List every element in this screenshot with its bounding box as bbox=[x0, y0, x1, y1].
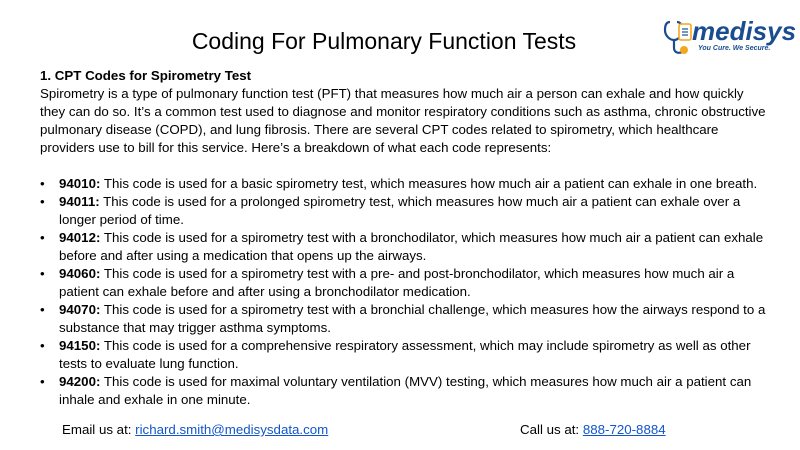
email-label: Email us at: bbox=[62, 422, 136, 437]
cpt-code: 94070: bbox=[59, 302, 101, 317]
cpt-code-description: This code is used for a basic spirometry test, which measures how much air a patient can exhale in one breath. bbox=[100, 176, 758, 191]
cpt-code: 94010: bbox=[59, 176, 101, 191]
logo-wordmark: medisys bbox=[692, 16, 797, 46]
logo-tagline: You Cure. We Secure. bbox=[698, 45, 771, 52]
stethoscope-icon bbox=[662, 18, 696, 58]
cpt-code-description: This code is used for maximal voluntary ventilation (MVV) testing, which measures how much air a patient can inhale and exhale in one minute. bbox=[59, 374, 752, 407]
cpt-code: 94060: bbox=[59, 266, 101, 281]
section-heading: 1. CPT Codes for Spirometry Test bbox=[40, 68, 252, 83]
list-item bbox=[59, 193, 770, 229]
medisys-logo bbox=[662, 16, 797, 58]
cpt-code: 94150: bbox=[59, 338, 101, 353]
email-link[interactable]: richard.smith@medisysdata.com bbox=[135, 422, 329, 437]
cpt-code-description: This code is used for a prolonged spirometry test, which measures how much air a patient can exhale over a longer period of time. bbox=[59, 194, 741, 227]
list-item bbox=[59, 373, 770, 409]
slide-content bbox=[40, 67, 770, 409]
cpt-code: 94200: bbox=[59, 374, 101, 389]
list-item bbox=[59, 265, 770, 301]
cpt-code-list bbox=[40, 175, 770, 409]
footer-phone bbox=[520, 421, 672, 439]
slide-title: Coding For Pulmonary Function Tests bbox=[191, 28, 577, 54]
intro-paragraph: Spirometry is a type of pulmonary function test (PFT) that measures how much air a person can exhale and how quickly they can do so. It’s a common test used to diagnose and monitor respiratory conditions such as asthma, chronic obstructive pulmonary disease (COPD), and lung fibrosis. There are several CPT codes related to spirometry, which healthcare providers use to bill for this service. Here’s a breakdown of what each code represents: bbox=[40, 86, 766, 155]
phone-label: Call us at: bbox=[520, 422, 583, 437]
cpt-code-description: This code is used for a comprehensive respiratory assessment, which may include spirometry as well as other tests to evaluate lung function. bbox=[59, 338, 751, 371]
cpt-code: 94011: bbox=[59, 194, 100, 209]
list-item bbox=[59, 175, 770, 193]
cpt-code: 94012: bbox=[59, 230, 101, 245]
list-item bbox=[59, 229, 770, 265]
list-item bbox=[59, 337, 770, 373]
phone-link[interactable]: 888-720-8884 bbox=[582, 422, 666, 437]
cpt-code-description: This code is used for a spirometry test with a bronchial challenge, which measures how the airways respond to a substance that may trigger asthma symptoms. bbox=[59, 302, 766, 335]
cpt-code-description: This code is used for a spirometry test with a pre- and post-bronchodilator, which measures how much air a patient can exhale before and after using a bronchodilator medication. bbox=[59, 266, 735, 299]
list-item bbox=[59, 301, 770, 337]
cpt-code-description: This code is used for a spirometry test with a bronchodilator, which measures how much air a patient can exhale before and after using a medication that opens up the airways. bbox=[59, 230, 764, 263]
footer-email bbox=[62, 421, 334, 439]
